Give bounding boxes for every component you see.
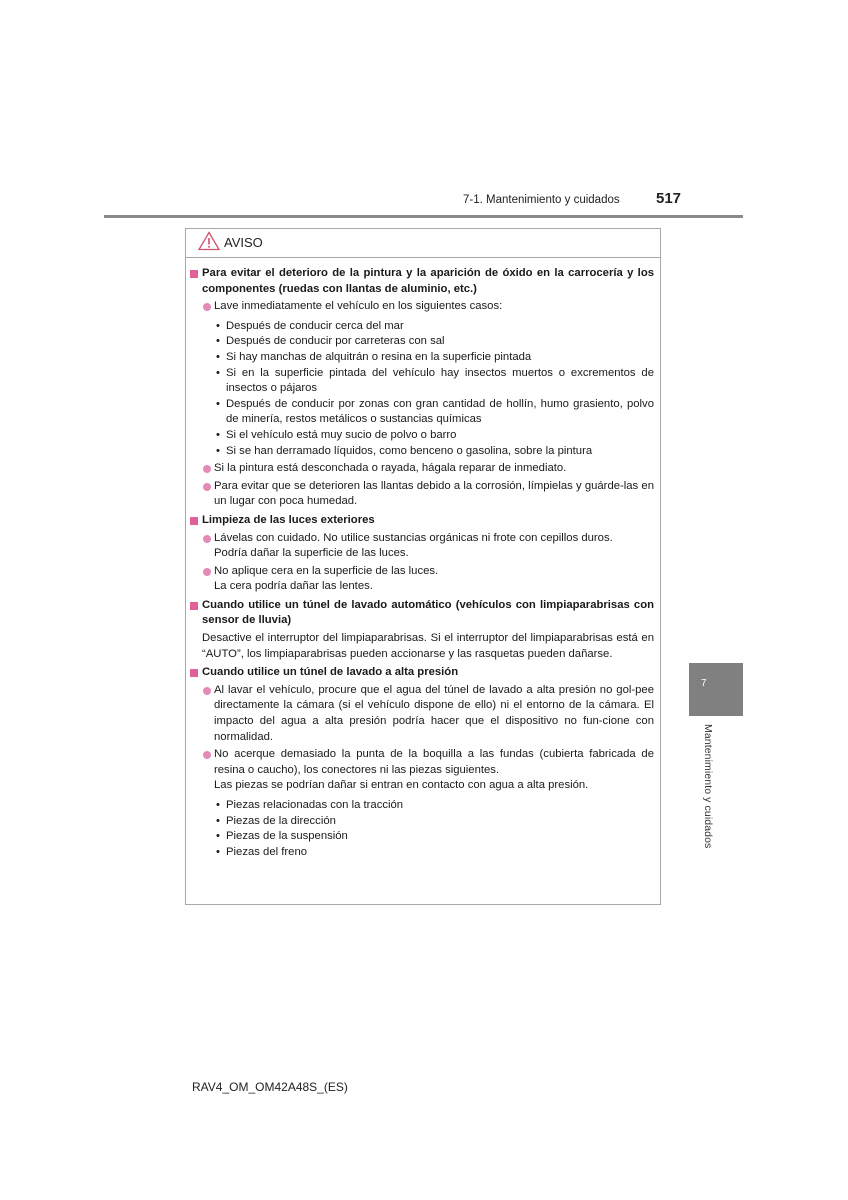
chapter-title: Mantenimiento y cuidados	[702, 724, 714, 849]
sub-list-item: • Si el vehículo está muy sucio de polvo o barro	[190, 428, 654, 444]
warning-triangle-icon	[198, 231, 220, 251]
sub-list-item: • Si en la superficie pintada del vehículo hay insectos muertos o excrementos de insectos o pájaros	[216, 366, 654, 395]
bullet-icon: •	[216, 814, 220, 827]
sub-list-item: • Después de conducir por carreteras con sal	[190, 334, 654, 350]
sub-list-item: • Piezas relacionadas con la tracción	[190, 798, 654, 814]
header-rule	[104, 215, 743, 218]
list-item: Lave inmediatamente el vehículo en los siguientes casos:	[190, 299, 654, 315]
sub-list	[190, 319, 654, 459]
section-title: Para evitar el deterioro de la pintura y la aparición de óxido en la carrocería y los componentes (ruedas con llantas de aluminio, etc.)	[190, 266, 654, 297]
bullet-dot-icon	[203, 535, 211, 543]
section-square-icon	[190, 602, 198, 610]
bullet-icon: •	[216, 845, 220, 858]
bullet-icon: •	[216, 830, 220, 843]
section-title: Limpieza de las luces exteriores	[190, 513, 654, 529]
warning-body	[186, 258, 660, 860]
bullet-dot-icon	[203, 568, 211, 576]
section-title: Cuando utilice un túnel de lavado a alta presión	[190, 665, 654, 681]
list-item: Al lavar el vehículo, procure que el agua del túnel de lavado a alta presión no gol-pee directamente la cámara (si el vehículo dispone de ello) ni el entorno de la cámara. El impacto del agua a alta presión podría hacer que el dispositivo no fun-cione con normalidad.	[190, 683, 654, 745]
page-number: 517	[656, 190, 682, 207]
bullet-icon: •	[216, 397, 220, 410]
list-item: Lávelas con cuidado. No utilice sustancias orgánicas ni frote con cepillos duros. Podría dañar la superficie de las luces.	[190, 531, 654, 562]
bullet-dot-icon	[203, 483, 211, 491]
list-item: No acerque demasiado la punta de la boquilla a las fundas (cubierta fabricada de resina o caucho), los conectores ni las piezas siguientes. Las piezas se podrían dañar si entran en contacto con agua a alta presión.	[190, 747, 654, 794]
sub-list-item: • Piezas de la suspensión	[190, 829, 654, 845]
warning-box	[185, 228, 661, 905]
sub-list-item: • Después de conducir cerca del mar	[190, 319, 654, 335]
sub-list-item: • Si hay manchas de alquitrán o resina en la superficie pintada	[190, 350, 654, 366]
warning-label: AVISO	[224, 235, 263, 250]
bullet-dot-icon	[203, 465, 211, 473]
chapter-tab	[689, 663, 743, 716]
bullet-dot-icon	[203, 303, 211, 311]
list-item: Para evitar que se deterioren las llantas debido a la corrosión, límpielas y guárde-las en un lugar con poca humedad.	[190, 479, 654, 510]
bullet-icon: •	[216, 350, 220, 363]
section-square-icon	[190, 270, 198, 278]
chapter-number: 7	[701, 678, 707, 689]
section-title: Cuando utilice un túnel de lavado automático (vehículos con limpiaparabrisas con sensor de lluvia)	[190, 598, 654, 629]
bullet-dot-icon	[203, 751, 211, 759]
bullet-icon: •	[216, 319, 220, 332]
sub-list-item: • Piezas de la dirección	[190, 814, 654, 830]
section-square-icon	[190, 669, 198, 677]
sub-list	[190, 798, 654, 860]
warning-header	[186, 229, 660, 258]
sub-list-item: • Piezas del freno	[190, 845, 654, 861]
bullet-icon: •	[216, 428, 220, 441]
bullet-icon: •	[216, 799, 220, 811]
section-square-icon	[190, 517, 198, 525]
footer-document-code: RAV4_OM_OM42A48S_(ES)	[192, 1080, 348, 1094]
bullet-icon: •	[216, 366, 220, 379]
bullet-icon: •	[216, 444, 220, 457]
sub-list-item: • Después de conducir por zonas con gran cantidad de hollín, humo grasiento, polvo de minería, restos metálicos o sustancias químicas	[216, 397, 654, 426]
list-item: No aplique cera en la superficie de las luces. La cera podría dañar las lentes.	[190, 564, 654, 595]
running-header: 7-1. Mantenimiento y cuidados	[463, 194, 620, 206]
bullet-icon: •	[216, 335, 220, 348]
sub-list-item: • Si se han derramado líquidos, como benceno o gasolina, sobre la pintura	[190, 444, 654, 460]
bullet-dot-icon	[203, 687, 211, 695]
list-item: Si la pintura está desconchada o rayada, hágala reparar de inmediato.	[190, 461, 654, 477]
paragraph: Desactive el interruptor del limpiaparabrisas. Si el interruptor del limpiaparabrisas está en “AUTO”, los limpiaparabrisas pueden accionarse y las rasquetas pueden dañarse.	[202, 632, 654, 660]
